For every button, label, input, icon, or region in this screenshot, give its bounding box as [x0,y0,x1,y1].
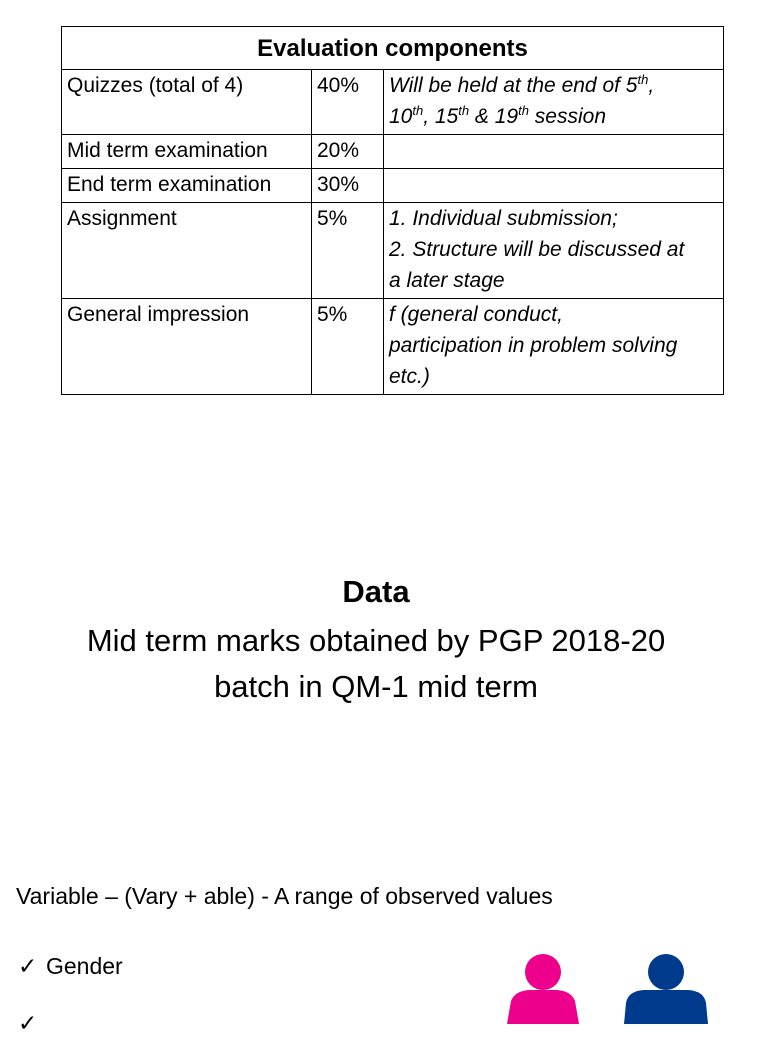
female-person-icon [497,953,589,1024]
table-heading: Evaluation components [62,27,724,70]
male-head [648,954,684,990]
table-row [62,70,724,135]
note-cell: Will be held at the end of 5th, 10th, 15th & 19th session [384,70,724,135]
note-cell: 1. Individual submission; 2. Structure will be discussed at a later stage [384,203,724,299]
data-subtitle: Mid term marks obtained by PGP 2018-20 batch in QM-1 mid term [86,623,666,704]
component-cell: Mid term examination [62,135,312,169]
table-row [62,169,724,203]
component-cell: Quizzes (total of 4) [62,70,312,135]
weight-cell: 30% [312,169,384,203]
variable-definition: Variable – (Vary + able) - A range of observed values [16,883,553,909]
weight-cell: 20% [312,135,384,169]
weight-cell: 40% [312,70,384,135]
weight-cell: 5% [312,299,384,395]
table-row [62,135,724,169]
table-row [62,299,724,395]
note-cell [384,135,724,169]
component-cell: Assignment [62,203,312,299]
list-item-label: Gender [46,953,123,979]
female-head [525,954,561,990]
list-item [18,953,123,980]
male-body [624,990,708,1024]
male-person-icon [620,953,712,1024]
component-cell: General impression [62,299,312,395]
data-title: Data [342,574,410,609]
table-row [62,203,724,299]
weight-cell: 5% [312,203,384,299]
check-icon: ✓ [18,1010,38,1036]
note-cell [384,169,724,203]
check-icon: ✓ [18,953,38,979]
female-body [507,990,579,1024]
component-cell: End term examination [62,169,312,203]
evaluation-table [61,26,724,395]
note-cell: f (general conduct, participation in problem solving etc.) [384,299,724,395]
